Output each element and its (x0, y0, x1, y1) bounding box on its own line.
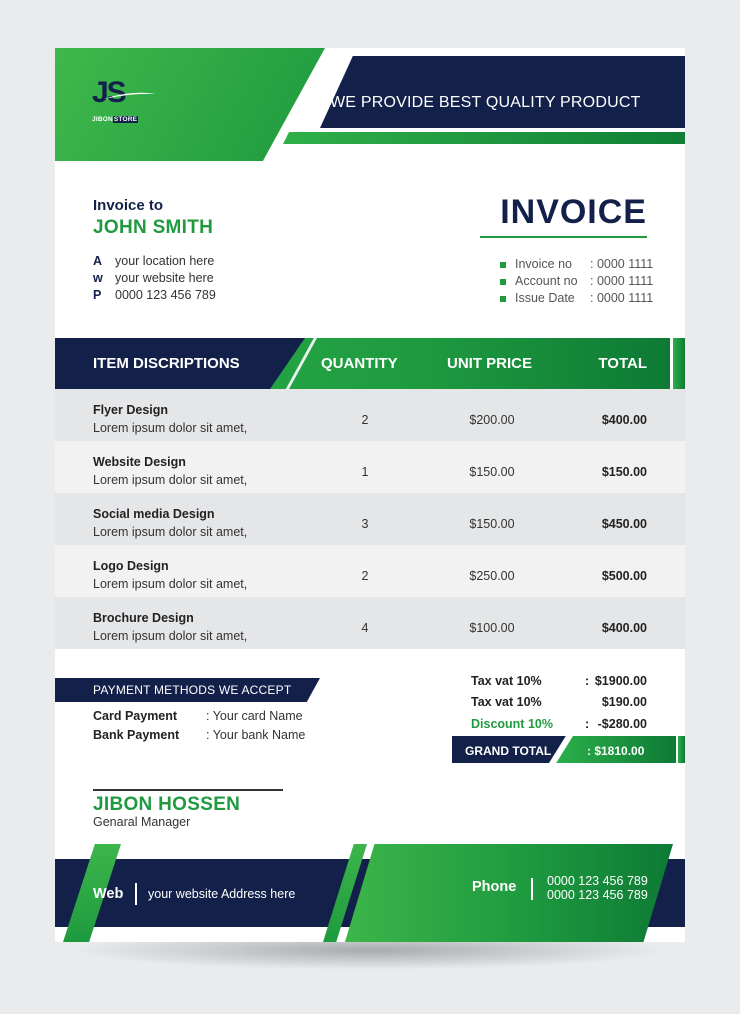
table-row (55, 441, 685, 493)
table-row (55, 493, 685, 545)
contact-value: 0000 123 456 789 (115, 288, 216, 302)
footer-web-address: your website Address here (148, 887, 296, 901)
meta-label: Issue Date (515, 291, 575, 305)
logo-text-right: STORE (113, 116, 138, 123)
item-unit-price: $150.00 (469, 517, 515, 531)
item-quantity: 2 (361, 569, 369, 583)
footer-web-label: Web (93, 886, 124, 902)
footer-divider (531, 878, 533, 900)
item-unit-price: $150.00 (469, 465, 515, 479)
item-unit-price: $200.00 (469, 413, 515, 427)
summary-value: $190.00 (601, 695, 647, 709)
bullet-square-icon (500, 262, 506, 268)
summary-value: $1900.00 (594, 674, 647, 688)
header-navy-banner (320, 56, 685, 128)
item-unit-price: $100.00 (469, 621, 515, 635)
col-header-description: ITEM DISCRIPTIONS (93, 355, 240, 372)
item-total: $500.00 (601, 569, 647, 583)
signatory-name: JIBON HOSSEN (93, 794, 241, 815)
meta-value: : 0000 1111 (590, 291, 654, 305)
contact-key: A (93, 254, 103, 268)
item-quantity: 1 (361, 465, 369, 479)
summary-separator: : (585, 717, 590, 731)
table-row (55, 389, 685, 441)
meta-account-no (500, 274, 653, 288)
meta-value: : 0000 1111 (590, 274, 654, 288)
item-title: Social media Design (93, 507, 215, 521)
invoice-title-underline (480, 236, 647, 238)
payment-method-label: Bank Payment (93, 728, 180, 742)
item-quantity: 4 (361, 621, 369, 635)
summary-tax-line (471, 674, 647, 688)
summary-discount-line (471, 717, 647, 731)
header-tagline: WE PROVIDE BEST QUALITY PRODUCT (330, 94, 641, 111)
col-header-total: TOTAL (598, 355, 647, 372)
invoice-to-label: Invoice to (93, 197, 164, 214)
grand-total-label: GRAND TOTAL (465, 744, 552, 758)
client-name: JOHN SMITH (93, 217, 214, 238)
contact-key: w (93, 271, 103, 285)
table-row (55, 597, 685, 649)
payment-title: PAYMENT METHODS WE ACCEPT (93, 683, 292, 697)
item-title: Website Design (93, 455, 186, 469)
grand-total-end-bar (678, 736, 685, 763)
item-description: Lorem ipsum dolor sit amet, (93, 473, 248, 487)
item-total: $400.00 (601, 621, 647, 635)
store-logo (92, 78, 162, 128)
item-description: Lorem ipsum dolor sit amet, (93, 577, 248, 591)
table-row (55, 545, 685, 597)
footer-divider (135, 883, 137, 905)
item-title: Logo Design (93, 559, 169, 573)
footer-phone-number: 0000 123 456 789 (547, 874, 648, 888)
payment-method-bank (93, 728, 305, 742)
contact-value: your location here (115, 254, 215, 268)
payment-method-value: : Your card Name (206, 709, 303, 723)
meta-value: : 0000 1111 (590, 257, 654, 271)
table-header-end-bar (673, 338, 685, 389)
summary-label: Discount 10% (471, 717, 553, 731)
payment-method-value: : Your bank Name (206, 728, 306, 742)
summary-label: Tax vat 10% (471, 695, 542, 709)
item-total: $400.00 (601, 413, 647, 427)
invoice-document (55, 48, 685, 942)
item-quantity: 2 (361, 413, 369, 427)
logo-mark: JS (92, 76, 125, 109)
item-description: Lorem ipsum dolor sit amet, (93, 629, 248, 643)
summary-separator: : (585, 674, 590, 688)
item-title: Brochure Design (93, 611, 194, 625)
meta-label: Invoice no (515, 257, 572, 271)
item-title: Flyer Design (93, 403, 169, 417)
meta-label: Account no (515, 274, 578, 288)
logo-swoosh-icon (104, 92, 156, 100)
header-green-strip (283, 132, 685, 144)
logo-wordmark (92, 116, 138, 123)
bullet-square-icon (500, 296, 506, 302)
meta-issue-date (500, 291, 653, 305)
item-description: Lorem ipsum dolor sit amet, (93, 421, 248, 435)
bullet-square-icon (500, 279, 506, 285)
logo-text-left: JIBON (92, 116, 113, 123)
item-total: $150.00 (601, 465, 647, 479)
contact-value: your website here (115, 271, 214, 285)
payment-method-card (93, 709, 303, 723)
item-description: Lorem ipsum dolor sit amet, (93, 525, 248, 539)
summary-value: -$280.00 (597, 717, 647, 731)
invoice-title: INVOICE (500, 193, 647, 231)
summary-tax-line (471, 695, 647, 709)
footer-phone-label: Phone (472, 879, 517, 895)
contact-website (93, 271, 214, 285)
contact-phone (93, 288, 216, 302)
col-header-quantity: QUANTITY (321, 355, 398, 372)
grand-total-value: : $1810.00 (587, 744, 645, 758)
contact-address (93, 254, 214, 268)
signature-line (93, 789, 283, 791)
payment-method-label: Card Payment (93, 709, 178, 723)
summary-label: Tax vat 10% (471, 674, 542, 688)
col-header-unit-price: UNIT PRICE (447, 355, 533, 372)
item-unit-price: $250.00 (469, 569, 515, 583)
footer-phone-number: 0000 123 456 789 (547, 888, 648, 902)
meta-invoice-no (500, 257, 653, 271)
signatory-role: Genaral Manager (93, 815, 191, 829)
item-quantity: 3 (361, 517, 369, 531)
contact-key: P (93, 288, 102, 302)
item-total: $450.00 (601, 517, 647, 531)
